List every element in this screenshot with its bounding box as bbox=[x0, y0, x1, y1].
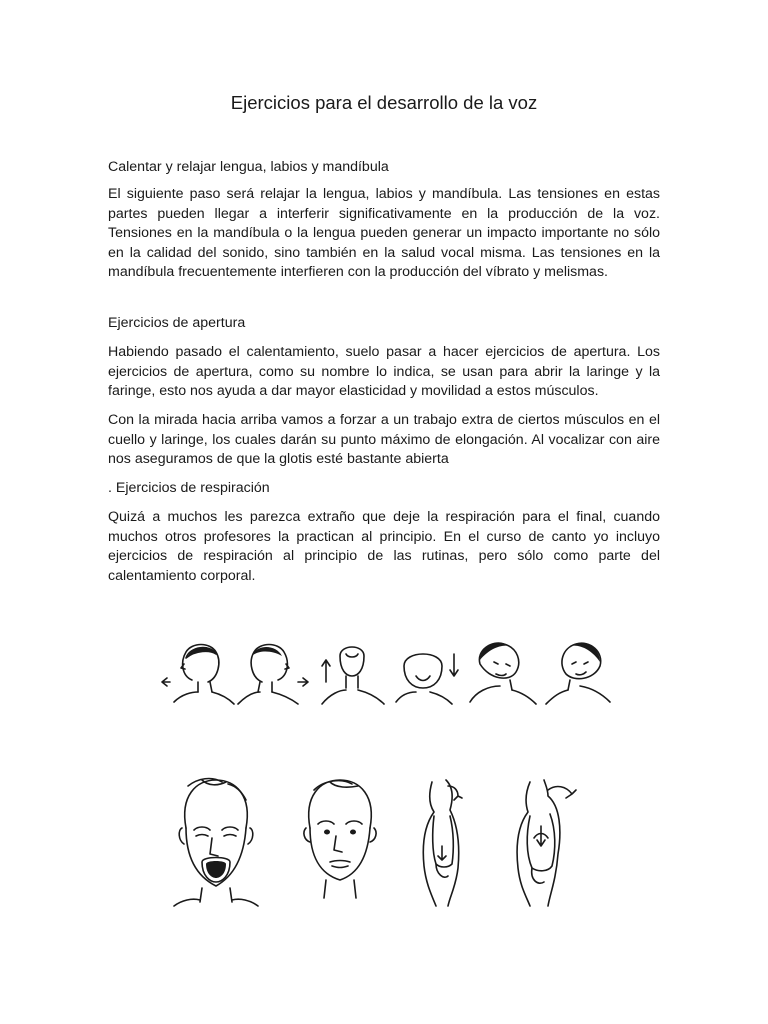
page-title: Ejercicios para el desarrollo de la voz bbox=[230, 92, 538, 113]
section-breathing-body bbox=[108, 508, 660, 586]
torso-breath-out-icon bbox=[508, 776, 584, 908]
section-heading: . Ejercicios de respiración bbox=[108, 480, 270, 496]
head-turn-left-icon bbox=[160, 636, 240, 708]
head-turn-right-icon bbox=[232, 636, 312, 708]
section-warmup bbox=[108, 158, 660, 178]
section-breathing bbox=[108, 479, 660, 499]
section-opening bbox=[108, 314, 660, 334]
relaxed-face-icon bbox=[300, 776, 378, 908]
section-opening-body-1 bbox=[108, 343, 660, 402]
head-tilt-side-right-icon bbox=[540, 636, 616, 708]
open-mouth-face-icon bbox=[172, 776, 258, 908]
paragraph: El siguiente paso será relajar la lengua, labios y mandíbula. Las tensiones en estas partes pueden llegar a interferir significativamente en la producción de la voz. Tensiones en la mandíbula o la lengua pueden generar un impacto importante no sólo en la calidad del sonido, sino también en la salud vocal misma. Las tensiones en la mandíbula frecuentemente interfieren con la producción del víbrato y melismas. bbox=[108, 186, 660, 281]
paragraph: Habiendo pasado el calentamiento, suelo pasar a hacer ejercicios de apertura. Los ejercicios de apertura, como su nombre lo indica, se usan para abrir la laringe y la faringe, esto nos ayuda a dar mayor elasticidad y movilidad a estos músculos. bbox=[108, 344, 660, 400]
paragraph: Quizá a muchos les parezca extraño que deje la respiración para el final, cuando muchos otros profesores la practican al principio. En el curso de canto yo incluyo ejercicios de respiración al principio de las rutinas, pero sólo como parte del calentamiento corporal. bbox=[108, 509, 660, 584]
head-tilt-down-icon bbox=[390, 636, 470, 708]
section-warmup-body bbox=[108, 185, 660, 283]
section-heading: Calentar y relajar lengua, labios y mandíbula bbox=[108, 159, 389, 175]
torso-breath-in-icon bbox=[414, 776, 474, 908]
section-opening-body-2 bbox=[108, 411, 660, 470]
head-tilt-up-icon bbox=[316, 636, 388, 708]
section-heading: Ejercicios de apertura bbox=[108, 315, 246, 331]
paragraph: Con la mirada hacia arriba vamos a forzar a un trabajo extra de ciertos músculos en el cuello y laringe, los cuales darán su punto máximo de elongación. Al vocalizar con aire nos aseguramos de que la glotis esté bastante abierta bbox=[108, 412, 660, 468]
head-tilt-side-left-icon bbox=[466, 636, 542, 708]
